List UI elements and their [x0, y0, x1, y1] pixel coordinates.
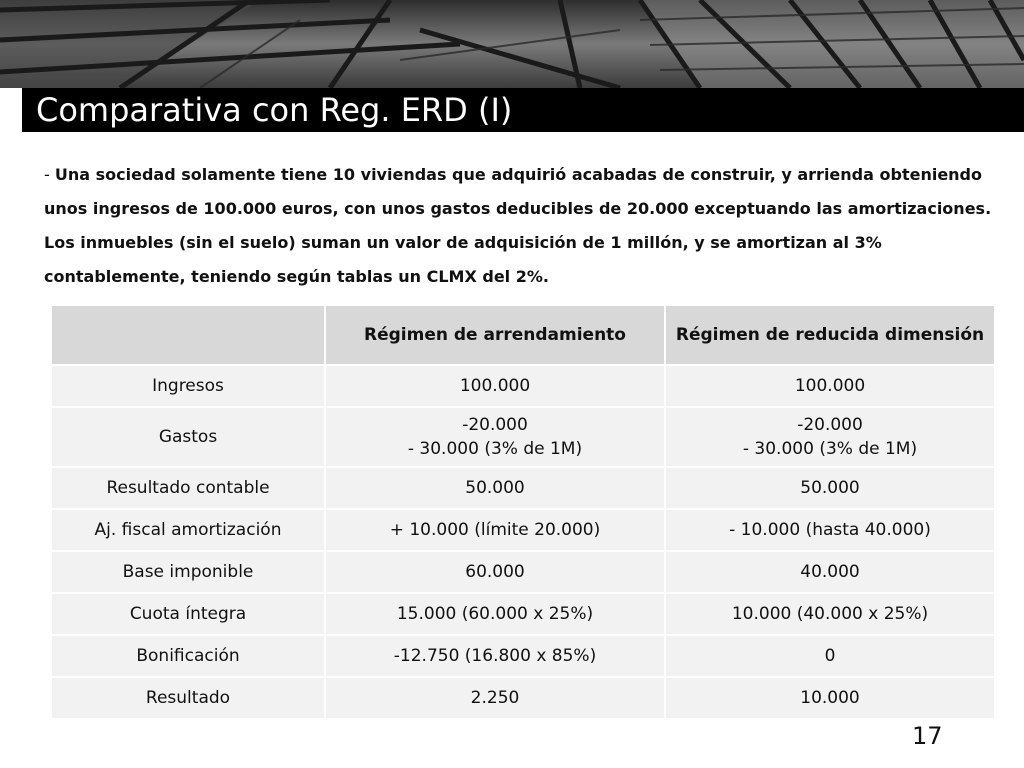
- title-bar-accent: [0, 88, 22, 132]
- row-arr-line: -20.000: [462, 415, 528, 435]
- table-row: [52, 408, 996, 468]
- row-concept: Bonificación: [52, 636, 326, 678]
- row-concept: Gastos: [52, 408, 326, 468]
- row-erd-line: -20.000: [797, 415, 863, 435]
- comparison-table: [52, 306, 996, 720]
- row-erd-value: - 10.000 (hasta 40.000): [666, 510, 996, 552]
- row-erd-value: 50.000: [666, 468, 996, 510]
- table-row: [52, 366, 996, 408]
- header-reducida-dimension: Régimen de reducida dimensión: [666, 306, 996, 366]
- row-erd-value: 100.000: [666, 366, 996, 408]
- intro-text: Una sociedad solamente tiene 10 viviendas que adquirió acabadas de construir, y arrienda obteniendo unos ingresos de 100.000 euros, con unos gastos deducibles de 20.000 exceptuando las amortizaciones. Los inmuebles (sin el suelo) suman un valor de adquisición de 1 millón, y se amortizan al 3% contablemente, teniendo según tablas un CLMX del 2%.: [44, 165, 992, 286]
- row-arr-value: + 10.000 (límite 20.000): [326, 510, 666, 552]
- table-row: [52, 636, 996, 678]
- row-arr-line: - 30.000 (3% de 1M): [407, 439, 583, 459]
- intro-dash: -: [44, 165, 55, 184]
- row-erd-line: - 30.000 (3% de 1M): [742, 439, 918, 459]
- row-concept: Ingresos: [52, 366, 326, 408]
- row-erd-value: [666, 408, 996, 468]
- row-concept: Aj. fiscal amortización: [52, 510, 326, 552]
- row-arr-value: 60.000: [326, 552, 666, 594]
- table-row: [52, 552, 996, 594]
- building-facade-graphic: [0, 0, 1024, 88]
- header-empty: [52, 306, 326, 366]
- row-arr-value: 50.000: [326, 468, 666, 510]
- page-number: 17: [912, 722, 943, 750]
- row-arr-value: [326, 408, 666, 468]
- row-concept: Cuota íntegra: [52, 594, 326, 636]
- intro-paragraph: [44, 158, 1012, 294]
- row-concept: Resultado: [52, 678, 326, 720]
- row-arr-value: -12.750 (16.800 x 85%): [326, 636, 666, 678]
- row-concept: Base imponible: [52, 552, 326, 594]
- row-erd-value: 10.000: [666, 678, 996, 720]
- table-row: [52, 678, 996, 720]
- row-concept: Resultado contable: [52, 468, 326, 510]
- row-erd-value: 40.000: [666, 552, 996, 594]
- row-erd-value: 10.000 (40.000 x 25%): [666, 594, 996, 636]
- row-arr-value: 100.000: [326, 366, 666, 408]
- header-building-image: [0, 0, 1024, 88]
- table-row: [52, 510, 996, 552]
- table-row: [52, 468, 996, 510]
- table-header-row: [52, 306, 996, 366]
- row-erd-value: 0: [666, 636, 996, 678]
- row-arr-value: 15.000 (60.000 x 25%): [326, 594, 666, 636]
- slide-title: Comparativa con Reg. ERD (I): [36, 91, 513, 129]
- row-arr-value: 2.250: [326, 678, 666, 720]
- table-row: [52, 594, 996, 636]
- header-arrendamiento: Régimen de arrendamiento: [326, 306, 666, 366]
